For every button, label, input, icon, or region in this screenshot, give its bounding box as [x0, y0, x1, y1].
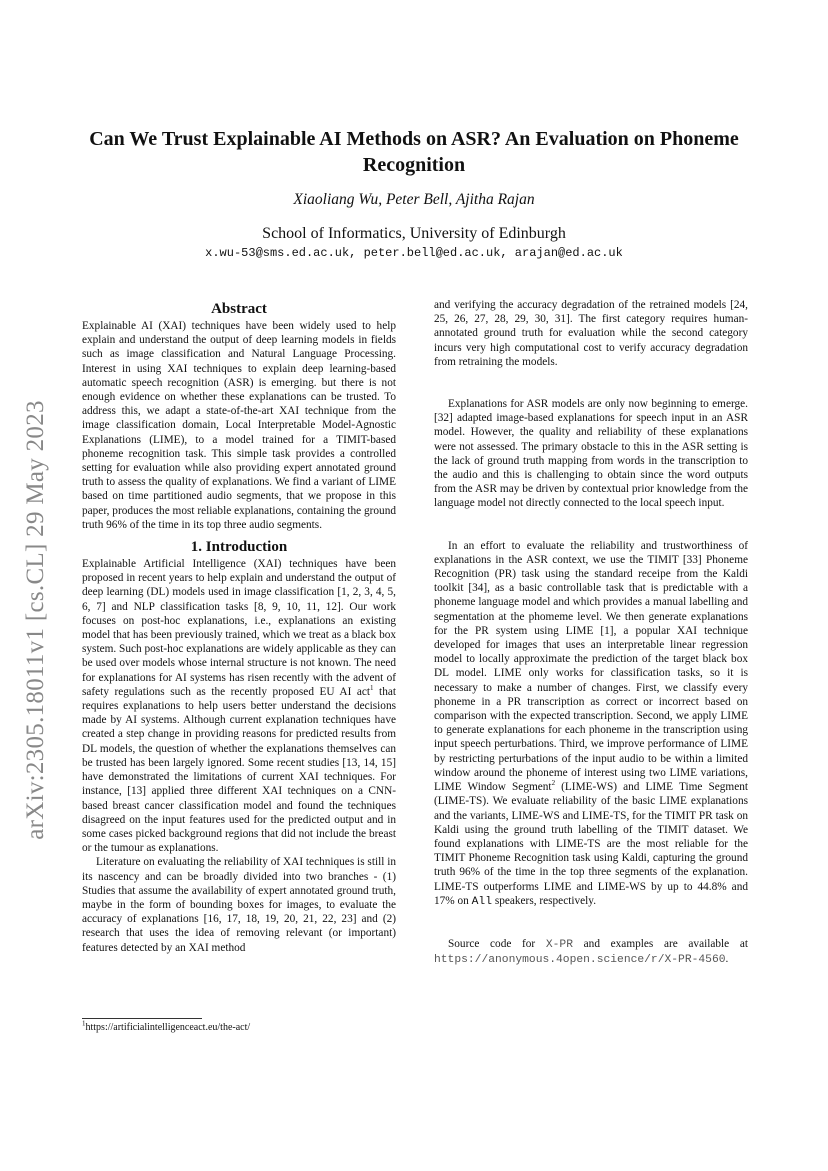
intro-p4-text-c: speakers, respectively.: [492, 894, 597, 907]
arxiv-stamp-text: arXiv:2305.18011v1 [cs.CL] 29 May 2023: [22, 400, 49, 840]
footnote-rule: [82, 1018, 202, 1019]
intro-paragraph-3: Explanations for ASR models are only now beginning to emerge. [32] adapted image-based explanations for speech input in an ASR model. However, the quality and reliability of these explanations were not assessed. The primary obstacle to this in the ASR setting is the lack of ground truth mapping from words in the transcription to the audio and this is challenging to obtain since the word outputs from the ASR may be driven by contextual prior knowledge from the language model not directly connected to the local speech input.: [434, 398, 748, 510]
paper-emails: x.wu-53@sms.ed.ac.uk, peter.bell@ed.ac.uk, arajan@ed.ac.uk: [205, 246, 623, 260]
intro-paragraph-2: Literature on evaluating the reliability of XAI techniques is still in its nascency and can be broadly divided into two branches - (1) Studies that assume the availability of expert annotated ground truth, maybe in the form of bounding boxes for images, to evaluate the accuracy of explanations [16, 17, 18, 19, 20, 21, 22, 23] and (2) research that uses the idea of removing relevant (or important) features detected by an XAI method: [82, 856, 396, 954]
intro-paragraph-4: [434, 539, 748, 909]
paper-title: Can We Trust Explainable AI Methods on ASR? An Evaluation on Phoneme Recognition: [89, 128, 739, 176]
footnote: [82, 1018, 396, 1033]
intro-p5-text-b: and examples are available at: [573, 937, 749, 950]
footnote-url[interactable]: https://artificialintelligenceact.eu/the-act/: [85, 1022, 251, 1033]
arxiv-stamp: [14, 360, 58, 880]
intro-p4-text-a: In an effort to evaluate the reliability and trustworthiness of explanations in the ASR context, we use the TIMIT [33] Phoneme Recognition (PR) task using the standard receipe from the Kaldi toolkit [34], as a basic controllable task that is predictable with a phoneme language model and which provides a manual labelling and segmentation at the phomeme level. We then generate explanations for the PR system using LIME [1], a popular XAI technique developed for images that uses an interpretable linear regression model to locally approximate the prediction of the target black box DL model. LIME only works for classification tasks, so it is necessary to make a number of changes. First, we classify every phoneme in a PR transcription as correct or incorrect based on comparison with the expected transcription. Second, we apply LIME to generate explanations for each phoneme in the transcription using input speech perturbations. Third, we improve performance of LIME by restricting perturbations of the input audio to be within a limited window around the phoneme of interest using two LIME variations, LIME Window Segment: [434, 539, 748, 794]
intro-paragraph-2-continued: and verifying the accuracy degradation of the retrained models [24, 25, 26, 27, 28, 29, 30, 31]. The first category requires human-annotated ground truth for evaluation while the second category incurs very high computational cost to verify accuracy degradation from retraining the models.: [434, 299, 748, 368]
footnote-ref-1: 1: [370, 684, 374, 693]
intro-p1-text-b: that requires explanations to help users better understand the decisions made by AI systems. Although current explanation techniques have created a step change in providing reasons for predicted results from DL models, the question of whether the explanations themselves can be trusted has been largely ignored. Some recent studies [13, 14, 15] have demonstrated the limitations of current XAI techniques. For instance, [13] applied three different XAI techniques on a CNN-based breast cancer classification model and found the techniques disagreed on the input features used for the predicted output and in some cases picked background regions that did not include the breast or the tumour as explanations.: [82, 685, 397, 855]
footnote-mark: 1: [82, 1019, 86, 1028]
introduction-heading: 1. Introduction: [190, 539, 288, 556]
right-column: [434, 298, 748, 967]
abstract-heading: Abstract: [211, 301, 267, 317]
footnote-ref-2: 2: [551, 779, 556, 788]
abstract-text: Explainable AI (XAI) techniques have been widely used to help explain and understand the output of deep learning models in fields such as image classification and Natural Language Processing. Interest in using XAI techniques to explain deep learning-based automatic speech recognition (ASR) is emerging. but there is not enough evidence on whether these explanations can be trusted. To address this, we adapt a state-of-the-art XAI technique from the image classification domain, Local Interpretable Model-Agnostic Explanations (LIME), to a model trained for a TIMIT-based phoneme recognition task. This simple task provides a controlled setting for evaluation while also providing expert annotated ground truth to assess the quality of explanations. We find a variant of LIME based on time partitioned audio segments, that we propose in this paper, produces the most reliable explanations, containing the ground truth 96% of the time in its top three audio segments.: [82, 320, 396, 531]
paper-affiliation: School of Informatics, University of Edinburgh: [262, 225, 566, 242]
intro-p5-text-c: .: [725, 953, 729, 966]
left-column: [82, 298, 396, 955]
xpr-link[interactable]: X-PR: [545, 938, 573, 951]
intro-p4-text-b: (LIME-WS) and LIME Time Segment (LIME-TS). We evaluate reliability of the basic LIME explanations and the variants, LIME-WS and LIME-TS, for the TIMIT PR task on Kaldi using the ground truth labelling of the TIMIT dataset. We found explanations with LIME-TS are the most reliable for the TIMIT Phoneme Recognition task using Kaldi, capturing the ground truth 96% of the time in the top three segments of the explanation. LIME-TS outperforms LIME and LIME-WS by up to 44.8% and 17% on: [434, 781, 748, 907]
source-code-link[interactable]: https://anonymous.4open.science/r/X-PR-4560: [434, 954, 726, 967]
intro-p1-text-a: Explainable Artificial Intelligence (XAI) techniques have been proposed in recent years to help explain and understand the output of deep learning (DL) models used in image classification [1, 2, 3, 4, 5, 6, 7] and NLP classification tasks [8, 9, 10, 11, 12]. Our work focuses on post-hoc explanations, i.e., explanations an existing model that has been previously trained, which we treat as a black box system. Such post-hoc explanations are widely applicable as they can be used over models whose internal structure is not known. The need for explanations for AI systems has risen recently with the advent of safety regulations such as the recently proposed EU AI act: [82, 558, 397, 698]
paper-authors: Xiaoliang Wu, Peter Bell, Ajitha Rajan: [293, 191, 535, 208]
intro-p5-text-a: Source code for: [448, 937, 546, 950]
all-speakers-code: All: [471, 895, 492, 908]
intro-paragraph-1: [82, 557, 396, 855]
intro-paragraph-5: [434, 937, 748, 967]
